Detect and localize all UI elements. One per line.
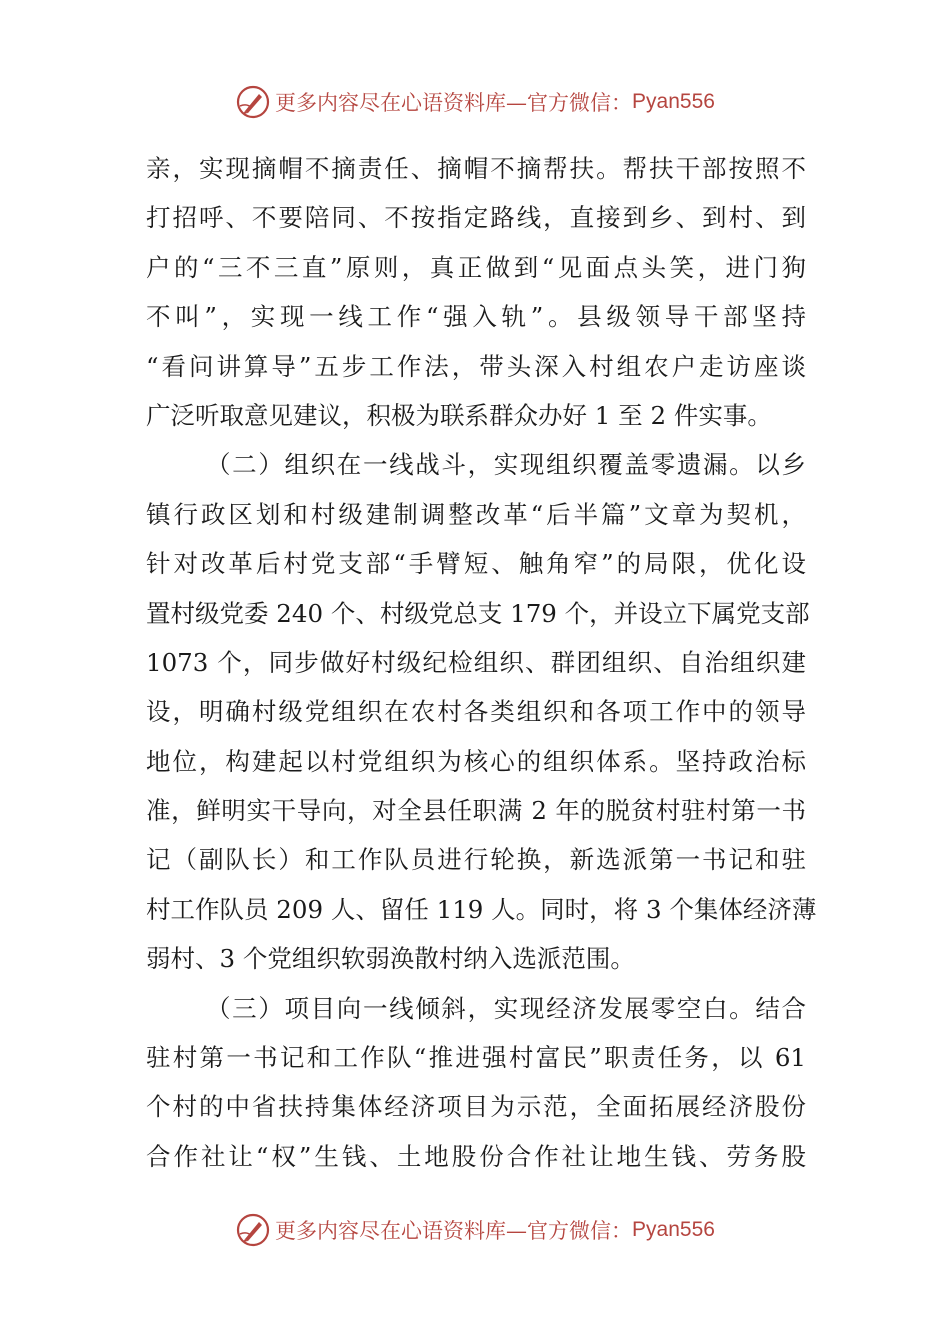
text-line: 记（副队长）和工作队员进行轮换，新选派第一书记和驻 [146, 845, 806, 875]
text-line: 地位，构建起以村党组织为核心的组织体系。坚持政治标 [146, 746, 806, 776]
text-line: 村工作队员 209 人、留任 119 人。同时，将 3 个集体经济薄 [146, 894, 817, 924]
pen-logo-icon [235, 1212, 271, 1248]
text-line: 打招呼、不要陪同、不按指定路线，直接到乡、到村、到 [146, 203, 806, 233]
text-line: 户的“三不三直”原则，真正做到“见面点头笑，进门狗 [146, 252, 806, 282]
text-line: 设，明确村级党组织在农村各类组织和各项工作中的领导 [146, 697, 806, 727]
pen-logo-icon [235, 84, 271, 120]
banner-text: 更多内容尽在心语资料库—官方微信： [275, 91, 633, 115]
banner-text: 更多内容尽在心语资料库—官方微信： [275, 1219, 633, 1243]
paragraph [146, 984, 806, 1182]
document-body [146, 144, 817, 1181]
paragraph [146, 440, 817, 983]
text-line: （三）项目向一线倾斜，实现经济发展零空白。结合 [206, 993, 806, 1023]
text-line: 个村的中省扶持集体经济项目为示范，全面拓展经济股份 [146, 1092, 806, 1122]
text-line: 驻村第一书记和工作队“推进强村富民”职责任务，以 61 [146, 1043, 806, 1073]
text-line: 针对改革后村党支部“手臂短、触角窄”的局限，优化设 [146, 549, 806, 579]
banner-wechat-id: Pyan556 [632, 1218, 715, 1241]
text-line: 合作社让“权”生钱、土地股份合作社让地生钱、劳务股 [146, 1141, 806, 1171]
text-line: 不叫”，实现一线工作“强入轨”。县级领导干部坚持 [146, 302, 806, 332]
text-line: 1073 个，同步做好村级纪检组织、群团组织、自治组织建 [146, 647, 806, 677]
text-line: 置村级党委 240 个、村级党总支 179 个，并设立下属党支部 [146, 598, 810, 628]
text-line: 亲，实现摘帽不摘责任、摘帽不摘帮扶。帮扶干部按照不 [146, 154, 806, 183]
text-line: 广泛听取意见建议，积极为联系群众办好 1 至 2 件实事。 [146, 400, 772, 430]
footer-banner [0, 1208, 950, 1252]
text-line: 镇行政区划和村级建制调整改革“后半篇”文章为契机， [146, 499, 806, 529]
text-line: （二）组织在一线战斗，实现组织覆盖零遗漏。以乡 [206, 450, 806, 480]
paragraph [146, 144, 806, 440]
text-line: “看问讲算导”五步工作法，带头深入村组农户走访座谈 [146, 351, 806, 381]
text-line: 弱村、3 个党组织软弱涣散村纳入选派范围。 [146, 944, 635, 974]
header-banner [0, 80, 950, 124]
text-line: 准，鲜明实干导向，对全县任职满 2 年的脱贫村驻村第一书 [146, 796, 806, 826]
banner-wechat-id: Pyan556 [632, 90, 715, 113]
